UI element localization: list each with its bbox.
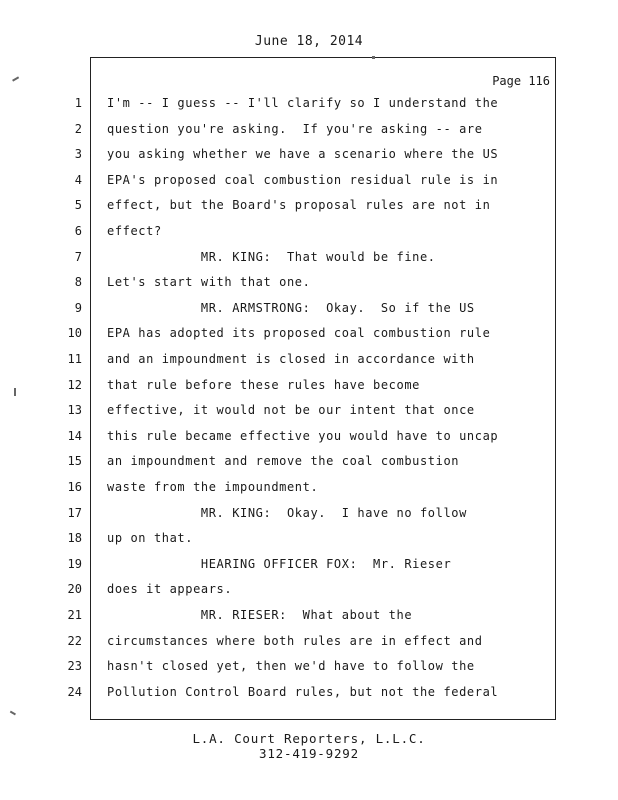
line-text: Pollution Control Board rules, but not the federal [107,684,499,699]
line-text: effect? [107,224,162,238]
line-text: I'm -- I guess -- I'll clarify so I understand the [107,96,499,110]
line-text: effect, but the Board's proposal rules are not in [107,198,491,213]
line-number: 3 [74,147,82,162]
line-text: question you're asking. If you're asking -- are [107,121,483,136]
line-number: 20 [67,582,82,597]
line-text: MR. KING: Okay. I have no follow [107,505,467,520]
scan-speck [372,56,375,59]
line-text: waste from the impoundment. [107,480,319,494]
line-number: 4 [74,172,82,187]
transcript-date: June 18, 2014 [254,34,364,49]
line-number: 8 [74,275,82,290]
page-number: Page 116 [492,74,550,88]
scan-speck [14,388,16,396]
line-text: MR. ARMSTRONG: Okay. So if the US [107,300,475,315]
line-number: 10 [67,326,82,341]
scan-speck [10,711,16,715]
line-number: 1 [74,96,82,110]
line-number: 13 [67,403,82,418]
line-text: HEARING OFFICER FOX: Mr. Rieser [107,556,452,571]
scan-speck [12,76,19,81]
line-number: 18 [67,531,82,546]
line-number: 5 [74,198,82,213]
line-text: circumstances where both rules are in effect and [107,633,483,648]
footer-phone: 312-419-9292 [259,746,359,761]
line-text: MR. RIESER: What about the [107,608,413,622]
line-text: MR. KING: That would be fine. [107,249,436,264]
line-text: does it appears. [107,582,233,597]
footer-company: L.A. Court Reporters, L.L.C. [192,731,426,746]
line-number: 12 [67,377,82,392]
line-text: you asking whether we have a scenario where the US [107,147,499,162]
line-number: 22 [67,633,82,648]
line-number: 2 [74,121,82,136]
line-text: that rule before these rules have become [107,377,420,392]
line-number: 14 [67,428,82,443]
line-number: 9 [74,300,82,315]
line-number: 16 [67,480,82,494]
line-number: 19 [67,556,82,571]
line-number: 24 [67,684,82,699]
line-number: 23 [67,659,82,674]
line-number: 7 [74,249,82,264]
line-text: Let's start with that one. [107,275,311,290]
line-text: and an impoundment is closed in accordance with [107,352,475,366]
line-number: 17 [67,505,82,520]
line-number: 11 [67,352,82,366]
line-text: effective, it would not be our intent that once [107,403,475,418]
line-number: 21 [67,608,82,622]
line-text: up on that. [107,531,194,546]
line-text: hasn't closed yet, then we'd have to follow the [107,659,475,674]
line-text: an impoundment and remove the coal combustion [107,454,460,469]
line-text: EPA's proposed coal combustion residual rule is in [107,172,499,187]
line-text: this rule became effective you would have to uncap [107,428,499,443]
line-text: EPA has adopted its proposed coal combustion rule [107,326,491,341]
line-number: 15 [67,454,82,469]
line-number: 6 [74,224,82,238]
